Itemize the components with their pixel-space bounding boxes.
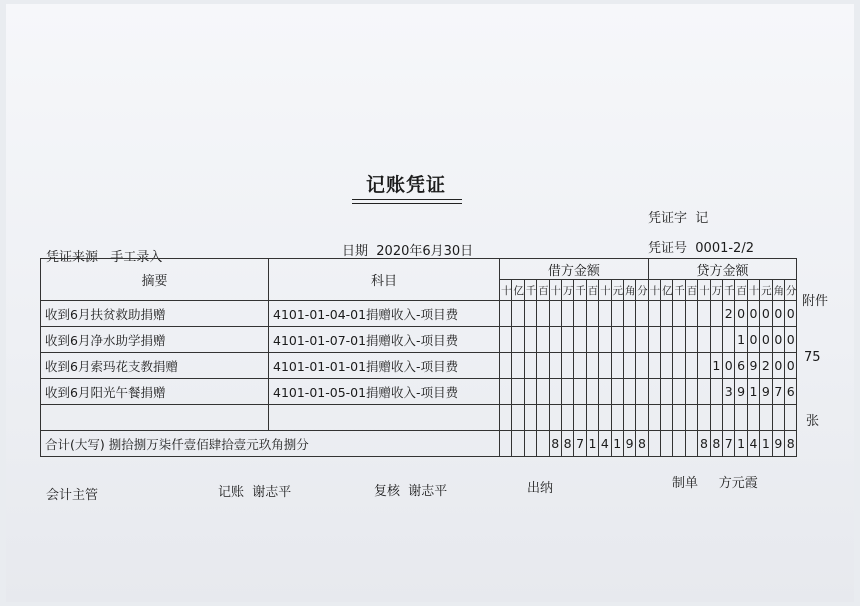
voucher-table — [40, 258, 797, 457]
credit-digit: 2 — [760, 353, 772, 379]
credit-digit: 0 — [784, 353, 796, 379]
debit-digit — [623, 353, 635, 379]
debit-digit — [561, 327, 573, 353]
total-credit-digit: 8 — [784, 431, 796, 457]
debit-digit — [611, 379, 623, 405]
credit-digit: 0 — [735, 301, 747, 327]
total-debit-digit: 1 — [586, 431, 598, 457]
debit-digit — [586, 405, 598, 431]
credit-digit: 0 — [772, 353, 784, 379]
total-debit-digit: 4 — [599, 431, 611, 457]
credit-unit-8: 十 — [747, 280, 759, 301]
total-credit-digit: 1 — [760, 431, 772, 457]
total-credit-digit: 8 — [698, 431, 710, 457]
credit-unit-9: 元 — [760, 280, 772, 301]
credit-digit — [710, 327, 722, 353]
credit-digit: 1 — [747, 379, 759, 405]
debit-digit — [524, 327, 536, 353]
row-summary — [41, 405, 269, 431]
debit-digit — [599, 327, 611, 353]
credit-digit — [723, 327, 735, 353]
summary-header: 摘要 — [41, 259, 269, 301]
attachment-label: 附件 — [802, 294, 829, 309]
debit-digit — [586, 353, 598, 379]
total-credit-digit — [648, 431, 660, 457]
credit-digit: 2 — [723, 301, 735, 327]
total-debit-digit — [512, 431, 524, 457]
debit-digit — [611, 327, 623, 353]
credit-digit — [661, 379, 673, 405]
bookkeeper — [218, 481, 291, 500]
table-row — [41, 301, 797, 327]
debit-unit-4: 十 — [549, 280, 561, 301]
debit-digit — [561, 353, 573, 379]
credit-digit: 0 — [723, 353, 735, 379]
total-credit-digit — [661, 431, 673, 457]
reviewer-label: 复核 — [374, 484, 401, 499]
credit-digit: 6 — [784, 379, 796, 405]
row-summary: 收到6月索玛花支教捐赠 — [41, 353, 269, 379]
credit-digit: 0 — [747, 301, 759, 327]
credit-digit — [710, 405, 722, 431]
credit-digit — [784, 405, 796, 431]
credit-unit-3: 百 — [685, 280, 697, 301]
credit-digit — [661, 327, 673, 353]
total-debit-digit: 9 — [623, 431, 635, 457]
credit-unit-10: 角 — [772, 280, 784, 301]
debit-digit — [623, 405, 635, 431]
debit-digit — [537, 327, 549, 353]
credit-digit — [648, 353, 660, 379]
debit-digit — [500, 327, 512, 353]
credit-digit — [661, 405, 673, 431]
debit-unit-3: 百 — [537, 280, 549, 301]
total-credit-digit: 8 — [710, 431, 722, 457]
credit-digit: 0 — [784, 301, 796, 327]
credit-unit-4: 十 — [698, 280, 710, 301]
credit-digit: 3 — [723, 379, 735, 405]
debit-digit — [537, 379, 549, 405]
debit-digit — [574, 301, 586, 327]
debit-digit — [537, 405, 549, 431]
title-underline — [352, 199, 462, 200]
title-underline-double — [352, 203, 462, 204]
debit-digit — [549, 379, 561, 405]
credit-unit-5: 万 — [710, 280, 722, 301]
debit-digit — [524, 379, 536, 405]
credit-digit — [698, 327, 710, 353]
debit-digit — [512, 405, 524, 431]
maker — [672, 472, 758, 491]
debit-digit — [586, 379, 598, 405]
debit-digit — [611, 301, 623, 327]
credit-digit: 1 — [710, 353, 722, 379]
debit-digit — [636, 301, 648, 327]
credit-digit: 0 — [784, 327, 796, 353]
credit-digit — [698, 405, 710, 431]
total-credit-digit — [685, 431, 697, 457]
debit-digit — [599, 353, 611, 379]
debit-digit — [574, 405, 586, 431]
account-header: 科目 — [269, 259, 500, 301]
debit-digit — [574, 327, 586, 353]
debit-digit — [549, 327, 561, 353]
debit-unit-6: 千 — [574, 280, 586, 301]
credit-unit-6: 千 — [723, 280, 735, 301]
debit-digit — [599, 379, 611, 405]
debit-header: 借方金额 — [500, 259, 649, 280]
credit-digit: 9 — [760, 379, 772, 405]
credit-digit — [673, 405, 685, 431]
voucher-word-value: 记 — [695, 211, 709, 226]
debit-digit — [537, 353, 549, 379]
credit-unit-11: 分 — [784, 280, 796, 301]
credit-digit — [673, 301, 685, 327]
debit-unit-8: 十 — [599, 280, 611, 301]
credit-digit: 0 — [747, 327, 759, 353]
voucher-word-label: 凭证字 — [648, 211, 688, 226]
total-debit-digit: 7 — [574, 431, 586, 457]
debit-digit — [599, 405, 611, 431]
row-account — [269, 405, 500, 431]
credit-digit — [685, 301, 697, 327]
credit-digit — [685, 353, 697, 379]
attachment-unit: 张 — [806, 414, 820, 429]
debit-digit — [524, 301, 536, 327]
credit-digit: 9 — [735, 379, 747, 405]
debit-digit — [500, 301, 512, 327]
debit-unit-1: 亿 — [512, 280, 524, 301]
voucher-number — [648, 237, 754, 256]
total-credit-digit — [673, 431, 685, 457]
debit-digit — [611, 353, 623, 379]
debit-unit-2: 千 — [524, 280, 536, 301]
credit-header: 贷方金额 — [648, 259, 797, 280]
credit-digit: 0 — [772, 301, 784, 327]
debit-digit — [512, 353, 524, 379]
total-debit-digit: 8 — [561, 431, 573, 457]
total-credit-digit: 7 — [723, 431, 735, 457]
header-row-1 — [41, 259, 797, 280]
debit-digit — [561, 405, 573, 431]
chief-accountant: 会计主管 — [46, 488, 99, 503]
credit-digit — [648, 379, 660, 405]
date-value: 2020年6月30日 — [376, 244, 474, 259]
debit-unit-11: 分 — [636, 280, 648, 301]
table-row — [41, 379, 797, 405]
row-summary: 收到6月净水助学捐赠 — [41, 327, 269, 353]
credit-digit: 7 — [772, 379, 784, 405]
debit-digit — [574, 379, 586, 405]
debit-digit — [549, 405, 561, 431]
credit-digit: 6 — [735, 353, 747, 379]
maker-name: 方元霞 — [718, 476, 758, 491]
debit-unit-9: 元 — [611, 280, 623, 301]
row-account: 4101-01-07-01捐赠收入-项目费 — [269, 327, 500, 353]
debit-digit — [524, 353, 536, 379]
debit-digit — [586, 301, 598, 327]
source-value: 手工录入 — [110, 250, 163, 265]
debit-digit — [512, 327, 524, 353]
source-label: 凭证来源 — [46, 250, 99, 265]
total-row — [41, 431, 797, 457]
voucher-word — [648, 207, 708, 226]
credit-digit — [772, 405, 784, 431]
debit-digit — [611, 405, 623, 431]
debit-digit — [623, 301, 635, 327]
credit-digit — [760, 405, 772, 431]
voucher-date — [342, 240, 473, 259]
total-debit-digit — [524, 431, 536, 457]
credit-digit: 1 — [735, 327, 747, 353]
debit-digit — [561, 379, 573, 405]
debit-digit — [500, 379, 512, 405]
debit-digit — [636, 405, 648, 431]
credit-digit: 0 — [772, 327, 784, 353]
debit-unit-5: 万 — [561, 280, 573, 301]
bookkeeper-name: 谢志平 — [252, 485, 292, 500]
maker-label: 制单 — [672, 476, 699, 491]
debit-digit — [623, 379, 635, 405]
debit-digit — [599, 301, 611, 327]
credit-unit-1: 亿 — [661, 280, 673, 301]
credit-digit — [661, 353, 673, 379]
date-label: 日期 — [342, 244, 369, 259]
reviewer-name: 谢志平 — [408, 484, 448, 499]
credit-unit-2: 千 — [673, 280, 685, 301]
total-debit-digit: 8 — [636, 431, 648, 457]
table-row — [41, 405, 797, 431]
credit-digit — [747, 405, 759, 431]
attachment-count: 75 — [804, 350, 821, 365]
debit-digit — [561, 301, 573, 327]
row-account: 4101-01-04-01捐赠收入-项目费 — [269, 301, 500, 327]
debit-digit — [524, 405, 536, 431]
total-credit-digit: 1 — [735, 431, 747, 457]
debit-digit — [636, 353, 648, 379]
credit-unit-7: 百 — [735, 280, 747, 301]
debit-unit-10: 角 — [623, 280, 635, 301]
credit-digit — [698, 301, 710, 327]
cashier: 出纳 — [527, 481, 554, 496]
debit-digit — [549, 353, 561, 379]
credit-digit — [735, 405, 747, 431]
credit-digit — [673, 327, 685, 353]
row-account: 4101-01-05-01捐赠收入-项目费 — [269, 379, 500, 405]
credit-digit — [685, 405, 697, 431]
total-debit-digit: 1 — [611, 431, 623, 457]
credit-digit — [648, 327, 660, 353]
debit-digit — [537, 301, 549, 327]
credit-digit — [673, 353, 685, 379]
debit-digit — [574, 353, 586, 379]
debit-digit — [549, 301, 561, 327]
credit-digit — [698, 379, 710, 405]
debit-digit — [586, 327, 598, 353]
credit-digit — [673, 379, 685, 405]
credit-digit: 0 — [760, 301, 772, 327]
bookkeeper-label: 记账 — [218, 485, 245, 500]
credit-digit — [685, 379, 697, 405]
credit-digit — [648, 405, 660, 431]
row-summary: 收到6月扶贫救助捐赠 — [41, 301, 269, 327]
reviewer — [374, 480, 447, 499]
credit-digit — [710, 379, 722, 405]
table-row — [41, 353, 797, 379]
credit-digit — [648, 301, 660, 327]
credit-digit — [723, 405, 735, 431]
debit-digit — [512, 301, 524, 327]
total-debit-digit: 8 — [549, 431, 561, 457]
total-credit-digit: 4 — [747, 431, 759, 457]
debit-digit — [636, 379, 648, 405]
voucher-title: 记账凭证 — [366, 174, 447, 196]
credit-digit: 0 — [760, 327, 772, 353]
row-account: 4101-01-01-01捐赠收入-项目费 — [269, 353, 500, 379]
debit-digit — [623, 327, 635, 353]
credit-digit — [698, 353, 710, 379]
credit-digit — [710, 301, 722, 327]
credit-digit: 9 — [747, 353, 759, 379]
voucher-no-value: 0001-2/2 — [695, 241, 754, 256]
total-debit-digit — [500, 431, 512, 457]
debit-digit — [512, 379, 524, 405]
debit-digit — [500, 405, 512, 431]
credit-unit-0: 十 — [648, 280, 660, 301]
credit-digit — [685, 327, 697, 353]
debit-digit — [500, 353, 512, 379]
voucher-no-label: 凭证号 — [648, 241, 688, 256]
total-label: 合计(大写) 捌拾捌万柒仟壹佰肆拾壹元玖角捌分 — [41, 431, 500, 457]
table-row — [41, 327, 797, 353]
row-summary: 收到6月阳光午餐捐赠 — [41, 379, 269, 405]
debit-unit-0: 十 — [500, 280, 512, 301]
total-credit-digit: 9 — [772, 431, 784, 457]
total-debit-digit — [537, 431, 549, 457]
debit-digit — [636, 327, 648, 353]
debit-unit-7: 百 — [586, 280, 598, 301]
credit-digit — [661, 301, 673, 327]
